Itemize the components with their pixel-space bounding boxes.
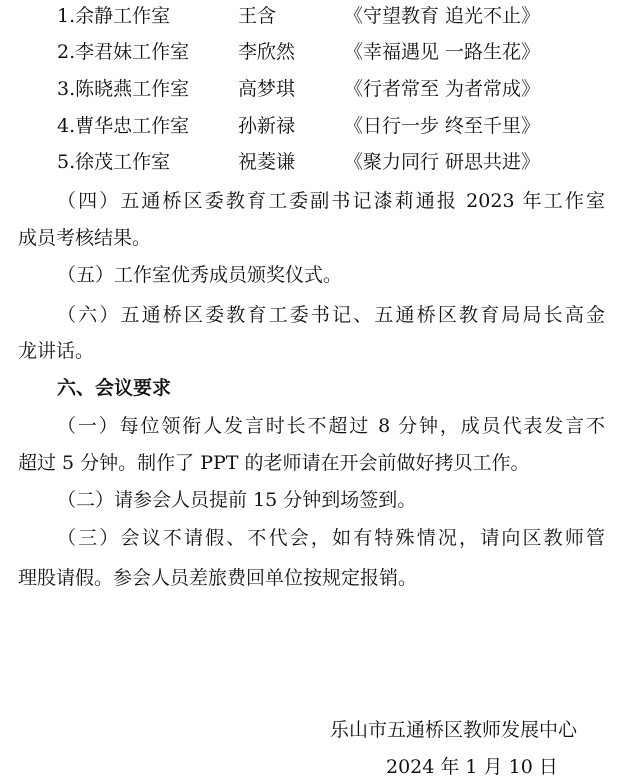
studio-presenter: 高梦琪 — [238, 78, 296, 100]
studio-theme: 《聚力同行 研思共进》 — [344, 151, 541, 173]
signature-organization: 乐山市五通桥区教师发展中心 — [330, 719, 578, 741]
studio-theme: 《守望教育 追光不止》 — [344, 5, 541, 27]
studio-presenter: 孙新禄 — [238, 115, 296, 137]
requirement-1-line-1: （一）每位领衔人发言时长不超过 8 分钟，成员代表发言不 — [57, 415, 605, 437]
studio-presenter: 李欣然 — [238, 41, 296, 63]
signature-date: 2024 年 1 月 10 日 — [386, 756, 558, 778]
studio-name: 5.徐茂工作室 — [57, 151, 171, 173]
studio-presenter: 祝菱谦 — [238, 151, 296, 173]
requirement-2: （二）请参会人员提前 15 分钟到场签到。 — [57, 489, 417, 511]
studio-theme: 《日行一步 终至千里》 — [344, 115, 541, 137]
studio-presenter: 王含 — [238, 5, 277, 27]
requirement-3-line-2: 理股请假。参会人员差旅费回单位按规定报销。 — [18, 567, 418, 589]
studio-name: 1.余静工作室 — [57, 5, 171, 27]
requirement-1-line-2: 超过 5 分钟。制作了 PPT 的老师请在开会前做好拷贝工作。 — [18, 452, 530, 474]
studio-name: 2.李君妹工作室 — [57, 41, 190, 63]
studio-theme: 《行者常至 为者常成》 — [344, 78, 541, 100]
agenda-item-5: （五）工作室优秀成员颁奖仪式。 — [57, 264, 343, 286]
studio-theme: 《幸福遇见 一路生花》 — [344, 41, 541, 63]
requirement-3-line-1: （三）会议不请假、不代会，如有特殊情况，请向区教师管 — [57, 527, 605, 549]
agenda-item-6-line-1: （六）五通桥区委教育工委书记、五通桥区教育局局长高金 — [57, 304, 605, 326]
studio-name: 4.曹华忠工作室 — [57, 115, 190, 137]
studio-name: 3.陈晓燕工作室 — [57, 78, 190, 100]
agenda-item-4-line-1: （四）五通桥区委教育工委副书记漆莉通报 2023 年工作室 — [57, 190, 605, 212]
section-heading: 六、会议要求 — [57, 377, 172, 399]
agenda-item-6-line-2: 龙讲话。 — [18, 340, 95, 362]
agenda-item-4-line-2: 成员考核结果。 — [18, 227, 152, 249]
